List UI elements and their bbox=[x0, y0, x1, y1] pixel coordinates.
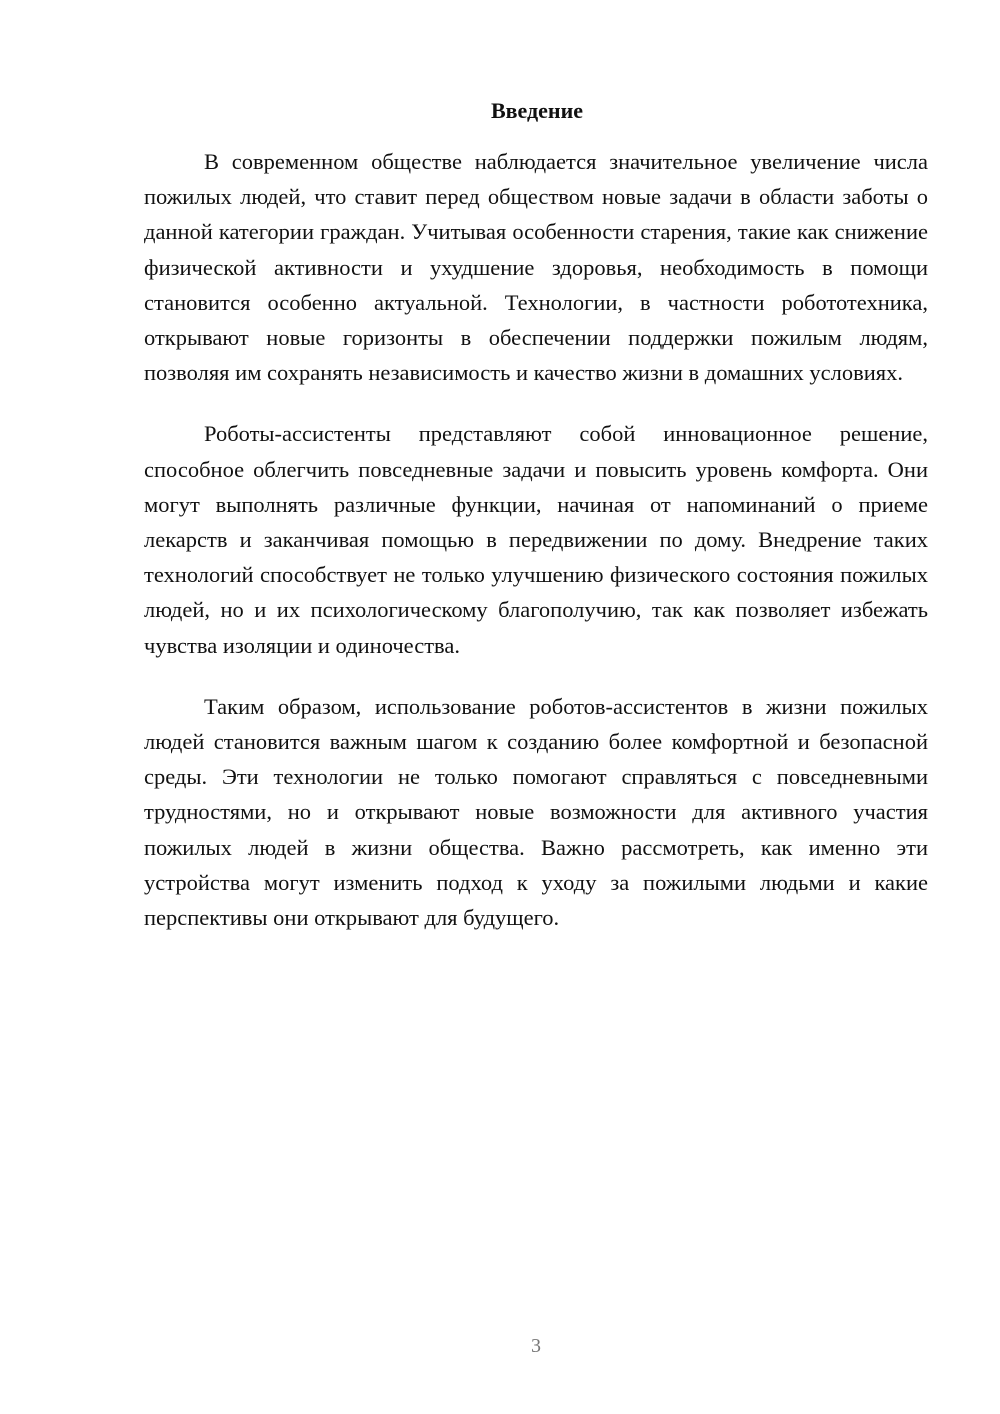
paragraph-conclusion: Таким образом, использование роботов-ассистентов в жизни пожилых людей становится важным шагом к созданию более комфортной и безопасной среды. Эти технологии не только помогают справляться с повседневными трудностями, но и открывают новые возможности для активного участия пожилых людей в жизни общества. Важно рассмотреть, как именно эти устройства могут изменить подход к уходу за пожилыми людьми и какие перспективы они открывают для будущего. bbox=[144, 693, 928, 931]
page-content bbox=[144, 96, 928, 961]
section-title: Введение bbox=[490, 98, 584, 123]
paragraph-robot-assistants: Роботы-ассистенты представляют собой инновационное решение, способное облегчить повседневные задачи и повысить уровень комфорта. Они могут выполнять различные функции, начиная от напоминаний о приеме лекарств и заканчивая помощью в передвижении по дому. Внедрение таких технологий способствует не только улучшению физического состояния пожилых людей, но и их психологическому благополучию, так как позволяет избежать чувства изоляции и одиночества. bbox=[144, 421, 928, 658]
page-number: 3 bbox=[531, 1335, 541, 1357]
paragraph-intro: В современном обществе наблюдается значительное увеличение числа пожилых людей, что ставит перед обществом новые задачи в области заботы о данной категории граждан. Учитывая особенности старения, такие как снижение физической активности и ухудшение здоровья, необходимость в помощи становится особенно актуальной. Технологии, в частности робототехника, открывают новые горизонты в обеспечении поддержки пожилым людям, позволяя им сохранять независимость и качество жизни в домашних условиях. bbox=[144, 149, 928, 386]
